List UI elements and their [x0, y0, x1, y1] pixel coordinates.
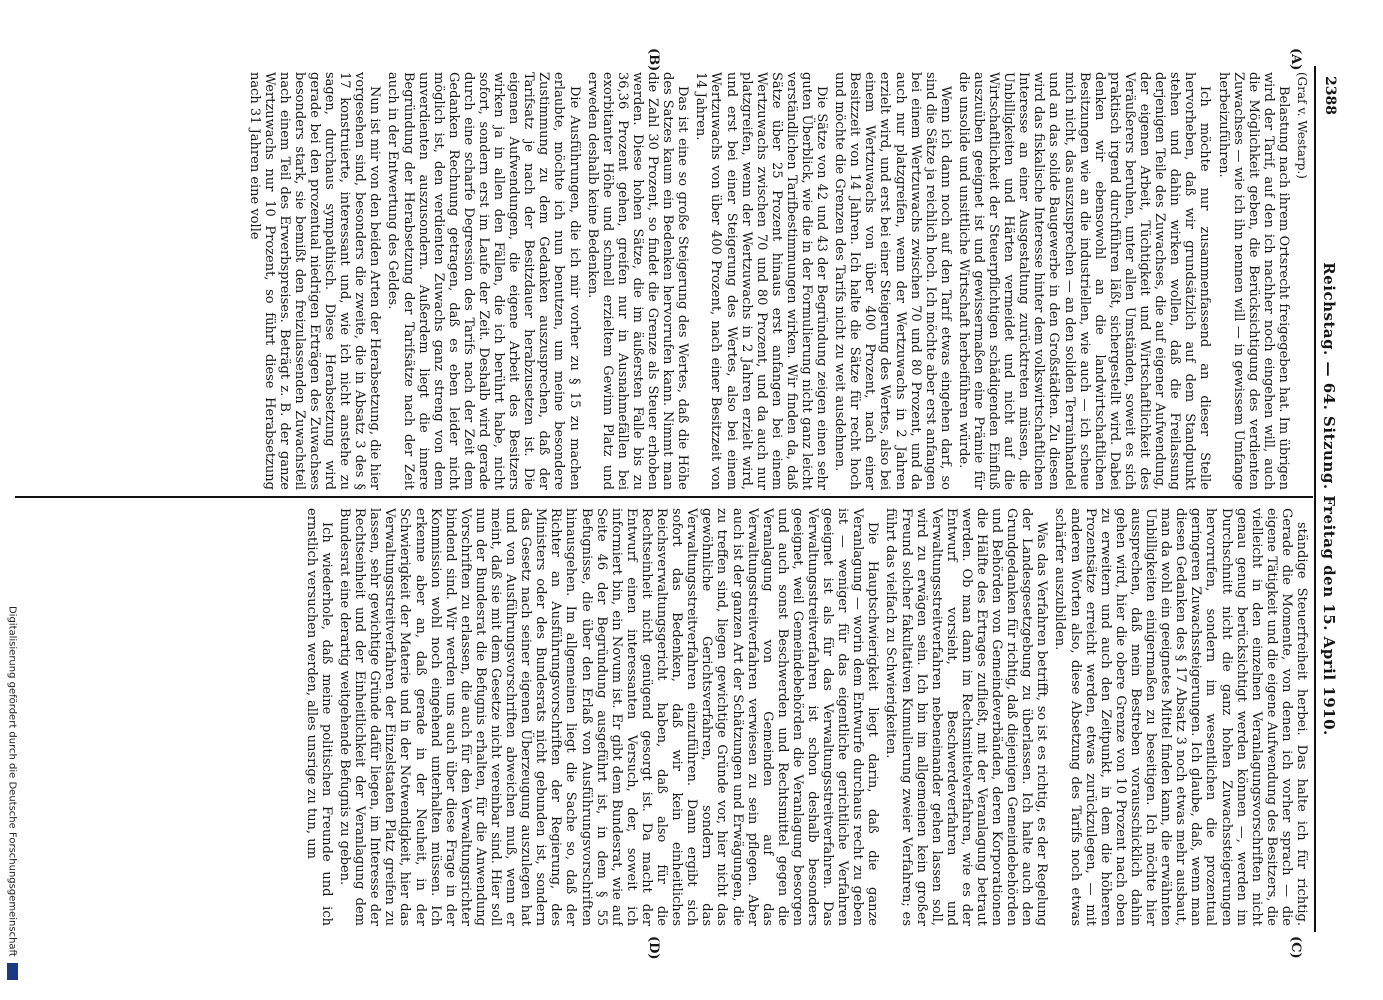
paragraph: ständige Steuerfreiheit herbei. Das halte ich für richtig. Gerade die Momente, von denen ich vorher sprach — die eigene Tätigkeit und die eigene Aufwendung des Besitzers, die vielleicht in den einzelnen Veranlagungsvorschriften nicht genau genug berücksichtigt werden können —, werden im Durchschnitt nicht die ganz hohen Zuwachssteigerungen hervorrufen, sondern im wesentlichen die prozentual geringeren Zuwachssteigerungen. Ich glaube, daß, wenn man diesen Gedanken des § 17 Absatz 3 noch etwas mehr ausbaut, man da wohl ein geeignetes Mittel finden kann, die erwähnten Unbilligkeiten einigermaßen zu beseitigen. Ich möchte hier aussprechen, daß mein Bestreben vorausschicklich dahin gehen wird, hier die obere Grenze von 10 Prozent nach oben zu erweitern und auch den Zeitpunkt, in dem die höheren Prozentsätze erreicht werden, etwas zurückzulegen, — mit anderen Worten also, diese Absetzung des Tarifs noch etwas schärfer auszubilden. — [1052, 508, 1309, 926]
margin-marker-a: (A) — [1288, 48, 1303, 71]
column-divider — [15, 496, 1313, 498]
margin-marker-d: (D) — [646, 936, 661, 960]
page-number: 2388 — [1322, 76, 1338, 115]
paragraph: Ich möchte nur zusammenfassend an dieser Stelle hervorheben, daß wir grundsätzlich auf dem Standpunkt stehen und dahin wirken wollen, daß die Freilassung derjenigen Teile des Zuwachses, die auf eigener Aufwendung, der eigenen Arbeit, Tüchtigkeit und Wirtschaftlichkeit des Veräußerers beruhen, unter allen Umständen, soweit es sich praktisch irgend durchführen läßt, sichergestellt wird. Dabei denken wir ebensowohl an die landwirtschaftlichen Besitzungen wie an die industriellen, wie auch — ich scheue mich nicht, das auszusprechen — an den soliden Terrainhandel und an das solide Baugewerbe in den Großstädten. Zu diesen wird das fiskalische Interesse hinter dem volkswirtschaftlichen Interesse an einer Ausgestaltung zurücktreten müssen, die Unbilligkeiten und Härten vermeidet und nicht auf die Wirtschaftlichkeit der Steuerpflichtigen schädigenden Einfluß auszuüben geeignet ist und gewissermaßen eine Prämie für die unsolide und unsittliche Wirtschaft herbeiführen würde. — [955, 72, 1213, 490]
paragraph: Was das Verfahren betrifft, so ist es richtig, es der Regelung der Landesgesetzgebung zu überlassen. Ich halte auch den Grundgedanken für richtig, daß diejenigen Gemeindebehörden und Behörden von Gemeindeverbänden, deren Korporationen die Hälfte des Ertrages zufließt, mit der Veranlagung betraut werden. Ob man dann im Rechtsmittelverfahren, wie es der Entwurf vorsieht, Beschwerdeverfahren und Verwaltungsstreitverfahren nebeneinander gehen lassen soll, wird zu erwägen sein. Ich bin im allgemeinen kein großer Freund solcher fakultativen Kumulierung zweier Verfahren; es führt das vielfach zu Schwierigkeiten. — [883, 508, 1050, 926]
digitization-note: Digitalisierung gefördert durch die Deutsche Forschungsgemeinschaft — [6, 605, 18, 957]
left-column — [15, 72, 1309, 490]
dfg-logo-icon — [7, 963, 18, 980]
paragraph: Die Ausführungen, die ich mir vorher zu § 15 zu machen erlaubte, möchte ich nun benutzen, um meine besondere Zustimmung zu dem Gedanken auszusprechen, daß der Tarifsatz je nach der Besitzdauer herabzusetzen ist. Die eigenen Aufwendungen, die eigene Arbeit des Besitzers wirken ja in allen den Fällen, die ich berührt habe, nicht sofort, sondern erst im Laufe der Zeit. Deshalb wird gerade durch eine scharfe Degression des Tarifs nach der Zeit dem Gedanken Rechnung getragen, daß es eben leider nicht möglich ist, den verdienten Zuwachs ganz streng von dem unverdienten auszusondern. Außerdem liegt die innere Begründung der Herabsetzung der Tarifsätze nach der Zeit auch in der Entwertung des Geldes. — [385, 72, 582, 490]
paragraph: Wenn ich dann noch auf den Tarif etwas eingehen darf, so sind die Sätze ja reichlich hoch. Ich möchte aber erst anfangen bei einem Wertzuwachs zwischen 70 und 80 Prozent, und da auch nur platzgreifen, wenn der Wertzuwachs in 2 Jahren erzielt wird, und erst bei einer Steigerung des Wertes, also bei einem Wertzuwachs von über 400 Prozent, nach einer Besitzzeit von 14 Jahren. Ich halte die Sätze für recht hoch und möchte die Grenzen des Tarifs nicht zu weit ausdehnen. — [832, 72, 953, 490]
right-column — [15, 508, 1309, 926]
page-header — [1318, 76, 1338, 922]
margin-marker-b: (B) — [646, 48, 661, 72]
paragraph: Nun ist mir von den beiden Arten der Herabsetzung, die hier vorgesehen sind, besonders die zweite, die in Absatz 3 des § 17 konstruierte, interessant und, wie ich nicht anstehe zu sagen, durchaus sympathisch. Diese Herabsetzung wird gerade bei den prozentual niedrigen Erträgen des Zuwachses besonders stark, sie bemißt den freizulassenden Zuwachsteil nach einem Teil des Erwerbspreises. Beträgt z. B. der ganze Wertzuwachs nur 10 Prozent, so führt diese Herabsetzung nach 31 Jahren eine volle — [246, 72, 383, 490]
paragraph: Ich wiederhole, daß meine politischen Freunde und ich ernstlich versuchen werden, alles unsrige zu tun, um — [303, 508, 334, 926]
paragraph: Die Sätze von 42 und 43 der Begründung zeigen einen sehr guten Überblick, wie die in der Formulierung nicht ganz leicht verständlichen Tarifbestimmungen wirken. Wir finden da, daß Sätze über 25 Prozent hinaus erst anfangen bei einem Wertzuwachs zwischen 70 und 80 Prozent, und da auch nur platzgreifen, wenn der Wertzuwachs in 2 Jahren erzielt wird, und erst bei einer Steigerung des Wertes, also bei einem Wertzuwachs von über 400 Prozent, nach einer Besitzzeit von 14 Jahren. — [693, 72, 830, 490]
header-rule — [1314, 66, 1316, 932]
page-title: Reichstag. — 64. Sitzung. Freitag den 15. April 1910. — [1320, 262, 1338, 736]
margin-marker-c: (C) — [1288, 936, 1303, 959]
speaker-label: (Graf v. Westarp.) — [1295, 72, 1309, 179]
paragraph: Belastung nach ihrem Ortsrecht freigegeben hat. Im übrigen wird der Tarif, auf den ich nachher noch eingehen will, auch die Möglichkeit geben, die Berücksichtigung des verdienten Zuwachses — wie ich ihn nennen will — in gewissem Umfange herbeizuführen. — [1215, 72, 1291, 490]
digitization-footer — [7, 250, 19, 980]
paragraph: Die Hauptschwierigkeit liegt darin, daß die ganze Veranlagung — worin dem Entwurfe durchaus recht zu geben ist — weniger für das eigentliche gerichtliche Verfahren geeignet ist als für das Verwaltungsstreitverfahren. Das Verwaltungsstreitverfahren ist schon deshalb besonders geeignet, weil Gemeindebehörden die Veranlagung besorgen und auch sonst Beschwerden und Rechtsmittel gegen die Veranlagung von Gemeinden auf das Verwaltungsstreitverfahren verwiesen zu sein pflegen. Aber auch ist der ganzen Art der Schätzungen und Erwägungen, die zu treffen sind, liegen gewichtige Gründe vor, hier nicht das gewöhnliche Gerichtsverfahren, sondern das Verwaltungsstreitverfahren einzuführen. Dann ergibt sich sofort das Bedenken, daß wir kein einheitliches Reichsverwaltungsgericht haben, daß also für die Rechtseinheit nicht genügend gesorgt ist. Da macht der Entwurf einen interessanten Versuch, der, soweit ich informiert bin, ein Novum ist. Er gibt dem Bundesrat, wie auf Seite 46 der Begründung ausgeführt ist, in dem § 55 Befugnisse, die über den Erlaß von Ausführungsvorschriften hinausgehen. Im allgemeinen liegt die Sache so, daß der Richter an Ausführungsvorschriften der Regierung, des Ministers oder des Bundesrats nicht gebunden ist, sondern das Gesetz nach seiner eigenen Überzeugung auszulegen hat und von Ausführungsvorschriften abweichen muß, wenn er meint, daß sie mit dem Gesetze nicht vereinbar sind. Hier soll nun der Bundesrat die Befugnis erhalten, für die Anwendung Vorschriften zu erlassen, die auch für den Verwaltungsrichter bindend sind. Wir werden uns auch über diese Frage in der Kommission wohl noch eingehend unterhalten müssen. Ich erkenne aber an, daß gerade in der Neuheit, in der Schwierigkeit der Materie und in der Notwendigkeit, hier das Verwaltungsstreitverfahren der Einzelstaaten Platz greifen zu lassen, sehr gewichtige Gründe dafür liegen, im Interesse der Rechtseinheit und der Einheitlichkeit der Veranlagung dem Bundesrat eine derartig weitgehende Befugnis zu geben. — [337, 508, 881, 926]
paragraph: Das ist eine so große Steigerung des Wertes, daß die Höhe des Satzes kaum ein Bedenken hervorrufen kann. Nimmt man die Zahl 30 Prozent, so findet die Grenze als Steuer erhoben werden. Diese hohen Sätze, die im äußersten Falle bis zu 36,36 Prozent gehen, greifen nur in Ausnahmefällen bei exorbitanter Höhe und schnell erzieltem Gewinn Platz und erweden deshalb keine Bedenken. — [584, 72, 691, 490]
